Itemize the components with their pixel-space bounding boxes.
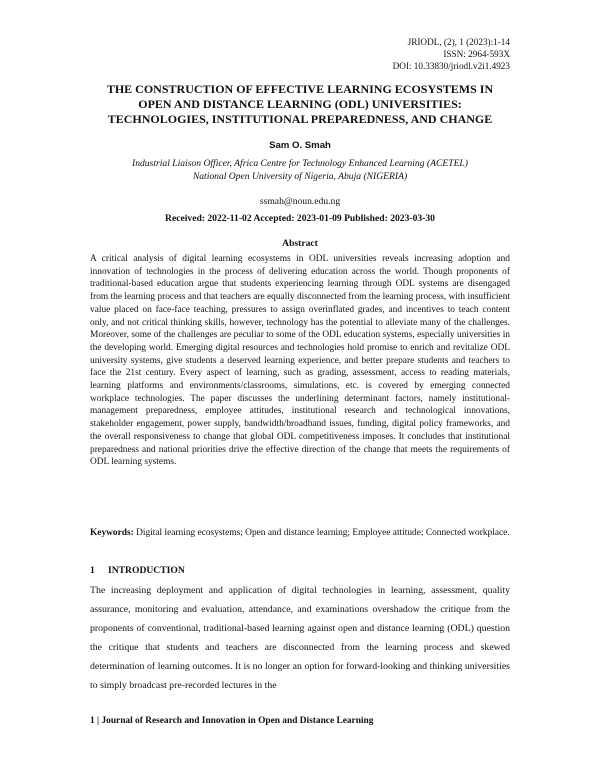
abstract-text: A critical analysis of digital learning ecosystems in ODL universities reveals increasing adoption and innovation of technologies in the process of delivering education across the world. Though proponents of traditional-based education argue that students experiencing learning through ODL systems are disengaged from the learning process and that teachers are equally disconnected from the learning process, with insufficient value placed on face-face teaching, pressures to assign overinflated grades, and incentives to teach content only, and not critical thinking skills, however, technology has the potential to alleviate many of the challenges. Moreover, some of the challenges are peculiar to some of the ODL education systems, especially universities in the developing world. Emerging digital resources and technologies hold promise to enrich and revitalize ODL university systems, give students a deserved learning experience, and better prepare students and teachers to face the 21st century. Every aspect of learning, such as grading, assessment, access to reading materials, learning platforms and environments/classrooms, simulations, etc. is covered by emerging connected workplace technologies. The paper discusses the underlining determinant factors, namely institutional-management preparedness, employee attitudes, institutional research and technological innovations, stakeholder engagement, power supply, bandwidth/broadband issues, funding, digital policy frameworks, and the overall responsiveness to change that global ODL competitiveness imposes. It concludes that institutional preparedness and national priorities drive the effective direction of the change that meets the requirements of ODL learning systems. [90, 254, 510, 468]
keywords-list: Digital learning ecosystems; Open and distance learning; Employee attitude; Connected workplace. [136, 528, 510, 538]
section-heading [90, 565, 185, 576]
issn: ISSN: 2964-593X [443, 49, 510, 59]
section-title: INTRODUCTION [108, 565, 185, 576]
doi: DOI: 10.33830/jriodl.v2i1.4923 [392, 61, 510, 71]
abstract-heading: Abstract [282, 238, 318, 249]
author-name: Sam O. Smah [269, 140, 331, 151]
keywords-paragraph [90, 527, 510, 540]
affiliation-line-1: Industrial Liaison Officer, Africa Centre for Technology Enhanced Learning (ACETEL) [132, 158, 468, 169]
journal-citation-block [393, 36, 510, 72]
publication-dates: Received: 2022-11-02 Accepted: 2023-01-09 Published: 2023-03-30 [165, 213, 435, 224]
author-email: ssmah@noun.edu.ng [259, 196, 341, 207]
journal-reference: JRIODL, (2), 1 (2023):1-14 [407, 37, 510, 47]
introduction-text: The increasing deployment and application of digital technologies in learning, assessment, quality assurance, monitoring and evaluation, attendance, and examinations overshadow the critique from the proponents of conventional, traditional-based learning against open and distance learning (ODL) question the critique that students and teachers are disconnected from the learning process and skewed determination of learning outcomes. It is no longer an option for forward-looking and thinking universities to simply broadcast pre-recorded lectures in the [90, 585, 510, 691]
keywords-label: Keywords: [90, 528, 134, 538]
section-number: 1 [90, 565, 95, 576]
paper-title: THE CONSTRUCTION OF EFFECTIVE LEARNING ECOSYSTEMS IN OPEN AND DISTANCE LEARNING (ODL) UNIVERSITIES: TECHNOLOGIES, INSTITUTIONAL PREPAREDNESS, AND CHANGE [106, 82, 494, 126]
page-footer: 1 | Journal of Research and Innovation in Open and Distance Learning [90, 716, 374, 726]
author-affiliation [90, 157, 510, 183]
affiliation-line-2: National Open University of Nigeria, Abuja (NIGERIA) [192, 171, 408, 182]
